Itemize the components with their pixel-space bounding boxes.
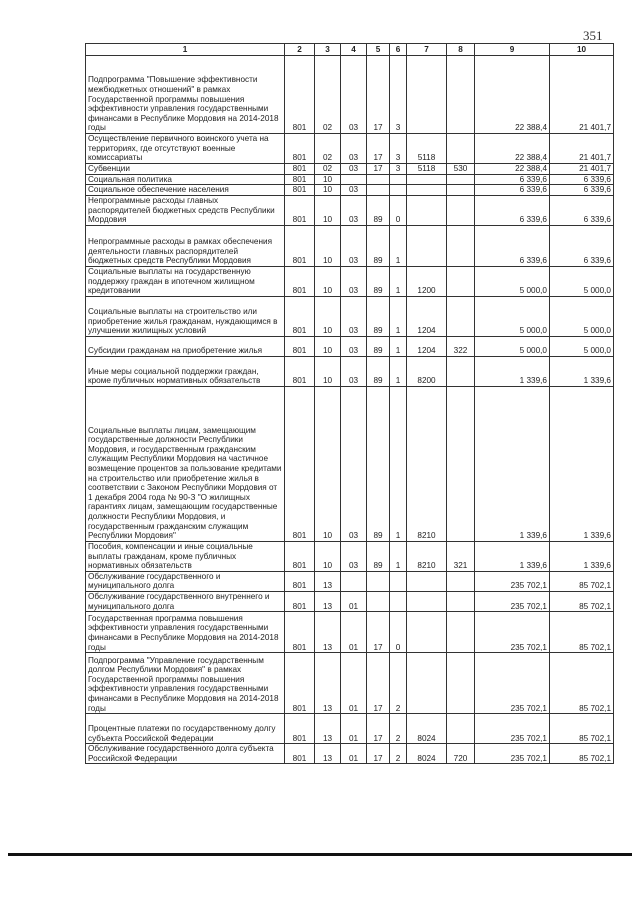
code-cell <box>390 185 407 196</box>
code-cell <box>447 185 475 196</box>
expense-name-cell: Подпрограмма "Управление государственным долгом Республики Мордовия" в рамках Государственной программы повышения эффективности управления государственными финансами в Республике Мордовия на 2014-2018 годы <box>86 653 285 714</box>
code-cell: 801 <box>285 195 315 225</box>
code-cell: 0 <box>390 195 407 225</box>
amount-cell: 6 339,6 <box>475 195 550 225</box>
code-cell: 1204 <box>407 336 447 356</box>
code-cell: 1 <box>390 225 407 266</box>
amount-cell: 22 388,4 <box>475 164 550 175</box>
code-cell: 8210 <box>407 386 447 541</box>
code-cell: 801 <box>285 612 315 653</box>
code-cell <box>447 571 475 591</box>
code-cell: 10 <box>315 266 341 296</box>
code-cell: 17 <box>367 56 390 134</box>
code-cell <box>447 296 475 336</box>
expense-name-cell: Иные меры социальной поддержки граждан, кроме публичных нормативных обязательств <box>86 356 285 386</box>
code-cell: 8024 <box>407 714 447 744</box>
expense-name-cell: Непрограммные расходы главных распорядителей бюджетных средств Республики Мордовия <box>86 195 285 225</box>
table-row <box>86 195 614 225</box>
code-cell: 13 <box>315 653 341 714</box>
code-cell: 17 <box>367 612 390 653</box>
code-cell: 10 <box>315 185 341 196</box>
code-cell: 801 <box>285 653 315 714</box>
code-cell <box>367 185 390 196</box>
code-cell: 3 <box>390 56 407 134</box>
code-cell <box>367 174 390 185</box>
code-cell: 17 <box>367 714 390 744</box>
code-cell: 10 <box>315 225 341 266</box>
code-cell: 03 <box>341 134 367 164</box>
code-cell <box>407 225 447 266</box>
code-cell: 03 <box>341 356 367 386</box>
amount-cell: 5 000,0 <box>475 336 550 356</box>
amount-cell: 5 000,0 <box>475 296 550 336</box>
code-cell: 10 <box>315 386 341 541</box>
page-number: 351 <box>583 28 603 43</box>
code-cell: 801 <box>285 266 315 296</box>
code-cell <box>367 591 390 611</box>
column-header: 1 <box>86 44 285 56</box>
code-cell: 322 <box>447 336 475 356</box>
code-cell: 801 <box>285 386 315 541</box>
code-cell: 1 <box>390 296 407 336</box>
code-cell: 1 <box>390 266 407 296</box>
expense-name-cell: Социальные выплаты лицам, замещающим государственные должности Республики Мордовия, и государственным гражданским служащим Республики Мордовия на частичное возмещение процентов за пользование кредитами на строительство или приобретение жилья в соответствии с Законом Республики Мордовия от 1 декабря 2004 года № 90-З "О жилищных гарантиях лицам, замещающим государственные должности Республики Мордовия, и государственным гражданским служащим Республики Мордовия" <box>86 386 285 541</box>
code-cell <box>447 653 475 714</box>
amount-cell: 21 401,7 <box>550 164 614 175</box>
amount-cell: 235 702,1 <box>475 612 550 653</box>
code-cell: 8024 <box>407 744 447 764</box>
code-cell: 1 <box>390 336 407 356</box>
amount-cell: 6 339,6 <box>475 185 550 196</box>
table-row <box>86 266 614 296</box>
code-cell: 5118 <box>407 164 447 175</box>
code-cell <box>447 386 475 541</box>
amount-cell: 5 000,0 <box>475 266 550 296</box>
code-cell: 89 <box>367 336 390 356</box>
amount-cell: 85 702,1 <box>550 714 614 744</box>
code-cell: 03 <box>341 185 367 196</box>
table-row <box>86 612 614 653</box>
expense-name-cell: Подпрограмма "Повышение эффективности межбюджетных отношений" в рамках Государственной программы повышения эффективности управления государственными финансами в Республике Мордовия на 2014-2018 годы <box>86 56 285 134</box>
code-cell <box>390 174 407 185</box>
amount-cell: 1 339,6 <box>475 386 550 541</box>
table-row <box>86 185 614 196</box>
table-row <box>86 174 614 185</box>
code-cell <box>407 185 447 196</box>
table-row <box>86 56 614 134</box>
amount-cell: 21 401,7 <box>550 134 614 164</box>
code-cell <box>447 195 475 225</box>
code-cell: 01 <box>341 714 367 744</box>
code-cell: 801 <box>285 225 315 266</box>
code-cell: 01 <box>341 744 367 764</box>
code-cell <box>407 612 447 653</box>
expense-name-cell: Обслуживание государственного внутреннего и муниципального долга <box>86 591 285 611</box>
code-cell <box>407 56 447 134</box>
amount-cell: 1 339,6 <box>550 541 614 571</box>
code-cell: 17 <box>367 134 390 164</box>
code-cell: 801 <box>285 296 315 336</box>
code-cell: 720 <box>447 744 475 764</box>
code-cell: 01 <box>341 612 367 653</box>
code-cell <box>407 591 447 611</box>
code-cell: 13 <box>315 591 341 611</box>
code-cell: 801 <box>285 591 315 611</box>
code-cell <box>447 356 475 386</box>
amount-cell: 6 339,6 <box>550 195 614 225</box>
expense-name-cell: Обслуживание государственного и муниципального долга <box>86 571 285 591</box>
code-cell: 1 <box>390 541 407 571</box>
column-header: 3 <box>315 44 341 56</box>
code-cell <box>407 195 447 225</box>
code-cell <box>447 612 475 653</box>
code-cell: 1 <box>390 386 407 541</box>
table-row <box>86 541 614 571</box>
expense-name-cell: Субвенции <box>86 164 285 175</box>
code-cell: 89 <box>367 266 390 296</box>
code-cell: 03 <box>341 386 367 541</box>
table-row <box>86 336 614 356</box>
amount-cell: 22 388,4 <box>475 56 550 134</box>
code-cell: 89 <box>367 225 390 266</box>
code-cell: 3 <box>390 134 407 164</box>
amount-cell: 85 702,1 <box>550 591 614 611</box>
code-cell: 17 <box>367 164 390 175</box>
amount-cell: 6 339,6 <box>550 225 614 266</box>
code-cell: 89 <box>367 195 390 225</box>
code-cell <box>407 653 447 714</box>
expense-name-cell: Социальная политика <box>86 174 285 185</box>
amount-cell: 6 339,6 <box>550 185 614 196</box>
code-cell: 10 <box>315 296 341 336</box>
code-cell: 02 <box>315 134 341 164</box>
bottom-rule <box>8 853 632 856</box>
column-header: 5 <box>367 44 390 56</box>
code-cell: 10 <box>315 174 341 185</box>
code-cell: 1 <box>390 356 407 386</box>
amount-cell: 5 000,0 <box>550 336 614 356</box>
code-cell: 89 <box>367 541 390 571</box>
code-cell: 2 <box>390 714 407 744</box>
amount-cell: 85 702,1 <box>550 744 614 764</box>
code-cell: 03 <box>341 56 367 134</box>
table-row <box>86 164 614 175</box>
code-cell <box>341 174 367 185</box>
code-cell <box>447 56 475 134</box>
code-cell: 801 <box>285 571 315 591</box>
code-cell: 03 <box>341 195 367 225</box>
code-cell: 17 <box>367 744 390 764</box>
code-cell: 03 <box>341 225 367 266</box>
expense-name-cell: Социальное обеспечение населения <box>86 185 285 196</box>
amount-cell: 85 702,1 <box>550 612 614 653</box>
code-cell <box>341 571 367 591</box>
amount-cell: 21 401,7 <box>550 56 614 134</box>
expense-name-cell: Непрограммные расходы в рамках обеспечения деятельности главных распорядителей бюджетных средств Республики Мордовия <box>86 225 285 266</box>
code-cell: 1204 <box>407 296 447 336</box>
code-cell: 89 <box>367 296 390 336</box>
table-row <box>86 356 614 386</box>
code-cell: 801 <box>285 541 315 571</box>
code-cell: 3 <box>390 164 407 175</box>
code-cell: 5118 <box>407 134 447 164</box>
amount-cell: 235 702,1 <box>475 653 550 714</box>
code-cell <box>447 225 475 266</box>
code-cell <box>407 571 447 591</box>
column-header: 10 <box>550 44 614 56</box>
code-cell: 801 <box>285 56 315 134</box>
amount-cell: 85 702,1 <box>550 653 614 714</box>
code-cell: 801 <box>285 744 315 764</box>
amount-cell: 6 339,6 <box>475 225 550 266</box>
amount-cell: 22 388,4 <box>475 134 550 164</box>
expense-name-cell: Пособия, компенсации и иные социальные выплаты гражданам, кроме публичных нормативных обязательств <box>86 541 285 571</box>
code-cell <box>447 266 475 296</box>
code-cell <box>390 591 407 611</box>
table-row <box>86 653 614 714</box>
expense-name-cell: Процентные платежи по государственному долгу субъекта Российской Федерации <box>86 714 285 744</box>
code-cell: 10 <box>315 356 341 386</box>
column-header: 4 <box>341 44 367 56</box>
amount-cell: 235 702,1 <box>475 591 550 611</box>
code-cell: 801 <box>285 174 315 185</box>
code-cell <box>367 571 390 591</box>
expense-name-cell: Обслуживание государственного долга субъекта Российской Федерации <box>86 744 285 764</box>
code-cell: 8210 <box>407 541 447 571</box>
code-cell: 801 <box>285 714 315 744</box>
code-cell: 321 <box>447 541 475 571</box>
column-header: 6 <box>390 44 407 56</box>
amount-cell: 6 339,6 <box>550 174 614 185</box>
code-cell: 2 <box>390 744 407 764</box>
header-row <box>86 44 614 56</box>
amount-cell: 85 702,1 <box>550 571 614 591</box>
amount-cell: 6 339,6 <box>475 174 550 185</box>
amount-cell: 1 339,6 <box>550 386 614 541</box>
table-row <box>86 296 614 336</box>
column-header: 8 <box>447 44 475 56</box>
code-cell: 03 <box>341 266 367 296</box>
code-cell: 01 <box>341 653 367 714</box>
code-cell: 03 <box>341 164 367 175</box>
code-cell: 801 <box>285 185 315 196</box>
code-cell: 02 <box>315 56 341 134</box>
amount-cell: 1 339,6 <box>475 541 550 571</box>
code-cell: 1200 <box>407 266 447 296</box>
code-cell: 530 <box>447 164 475 175</box>
table-row <box>86 571 614 591</box>
code-cell: 03 <box>341 336 367 356</box>
expense-name-cell: Государственная программа повышения эффективности управления государственными финансами в Республике Мордовия на 2014-2018 годы <box>86 612 285 653</box>
code-cell: 02 <box>315 164 341 175</box>
amount-cell: 1 339,6 <box>550 356 614 386</box>
amount-cell: 235 702,1 <box>475 714 550 744</box>
code-cell <box>447 714 475 744</box>
code-cell: 03 <box>341 541 367 571</box>
table-row <box>86 714 614 744</box>
code-cell: 801 <box>285 336 315 356</box>
code-cell <box>407 174 447 185</box>
code-cell: 801 <box>285 356 315 386</box>
code-cell: 17 <box>367 653 390 714</box>
table-row <box>86 134 614 164</box>
code-cell: 13 <box>315 612 341 653</box>
code-cell <box>447 591 475 611</box>
code-cell: 89 <box>367 356 390 386</box>
code-cell: 2 <box>390 653 407 714</box>
expense-name-cell: Субсидии гражданам на приобретение жилья <box>86 336 285 356</box>
code-cell <box>447 134 475 164</box>
code-cell: 13 <box>315 571 341 591</box>
code-cell: 13 <box>315 714 341 744</box>
amount-cell: 235 702,1 <box>475 571 550 591</box>
expense-name-cell: Осуществление первичного воинского учета на территориях, где отсутствуют военные комиссариаты <box>86 134 285 164</box>
table-row <box>86 225 614 266</box>
code-cell: 801 <box>285 134 315 164</box>
amount-cell: 5 000,0 <box>550 296 614 336</box>
code-cell: 0 <box>390 612 407 653</box>
column-header: 7 <box>407 44 447 56</box>
code-cell <box>390 571 407 591</box>
code-cell: 89 <box>367 386 390 541</box>
table-row <box>86 744 614 764</box>
code-cell: 10 <box>315 541 341 571</box>
column-header: 2 <box>285 44 315 56</box>
column-header: 9 <box>475 44 550 56</box>
table-row <box>86 386 614 541</box>
amount-cell: 1 339,6 <box>475 356 550 386</box>
table-row <box>86 591 614 611</box>
budget-table <box>85 43 614 764</box>
code-cell: 801 <box>285 164 315 175</box>
code-cell <box>447 174 475 185</box>
code-cell: 01 <box>341 591 367 611</box>
code-cell: 8200 <box>407 356 447 386</box>
expense-name-cell: Социальные выплаты на государственную поддержку граждан в ипотечном жилищном кредитовании <box>86 266 285 296</box>
code-cell: 10 <box>315 336 341 356</box>
amount-cell: 235 702,1 <box>475 744 550 764</box>
amount-cell: 5 000,0 <box>550 266 614 296</box>
expense-name-cell: Социальные выплаты на строительство или приобретение жилья гражданам, нуждающимся в улучшении жилищных условий <box>86 296 285 336</box>
code-cell: 13 <box>315 744 341 764</box>
code-cell: 03 <box>341 296 367 336</box>
code-cell: 10 <box>315 195 341 225</box>
